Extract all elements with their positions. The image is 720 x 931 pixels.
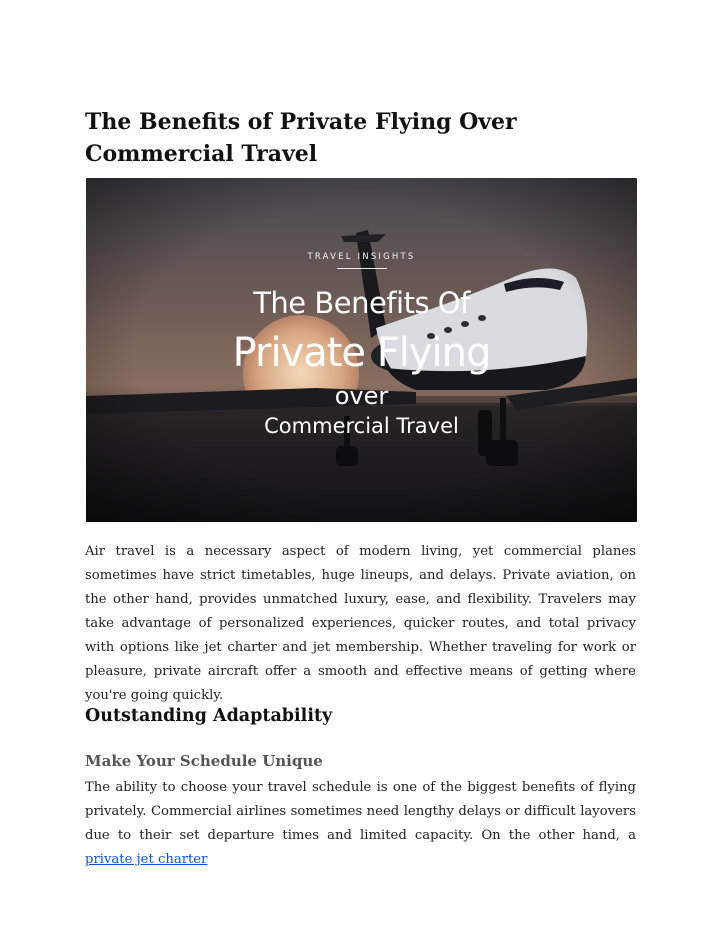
intro-paragraph: Air travel is a necessary aspect of modern living, yet commercial planes sometimes have strict timetables, huge lineups, and delays. Private aviation, on the other hand, provides unmatched luxury, ease, and flexibility. Travelers may take advantage of personalized experiences, quicker routes, and total privacy with options like jet charter and jet membership. Whether traveling for work or pleasure, private aircraft offer a smooth and effective means of getting where you're going quickly. [85,544,636,703]
hero-title-line-1: The Benefits Of [253,286,470,320]
hero-title-line-4: Commercial Travel [264,414,459,438]
section-body-text: The ability to choose your travel schedule is one of the biggest benefits of flying privately. Commercial airlines sometimes need lengthy delays or difficult layovers due to their set departure times and limited capacity. On the other hand, a [85,780,636,843]
hero-image [86,178,637,522]
document-title: The Benefits of Private Flying Over Commercial Travel [85,109,517,167]
section-subheading: Make Your Schedule Unique [85,752,323,770]
private-jet-charter-link[interactable]: private jet charter [85,852,208,867]
hero-text-overlay [86,178,637,522]
hero-kicker: TRAVEL INSIGHTS [307,252,416,262]
section-body-paragraph [85,776,636,872]
section-heading: Outstanding Adaptability [85,706,333,726]
hero-title-line-3: over [334,382,389,410]
hero-divider [337,268,387,269]
hero-title-line-2: Private Flying [232,330,491,376]
